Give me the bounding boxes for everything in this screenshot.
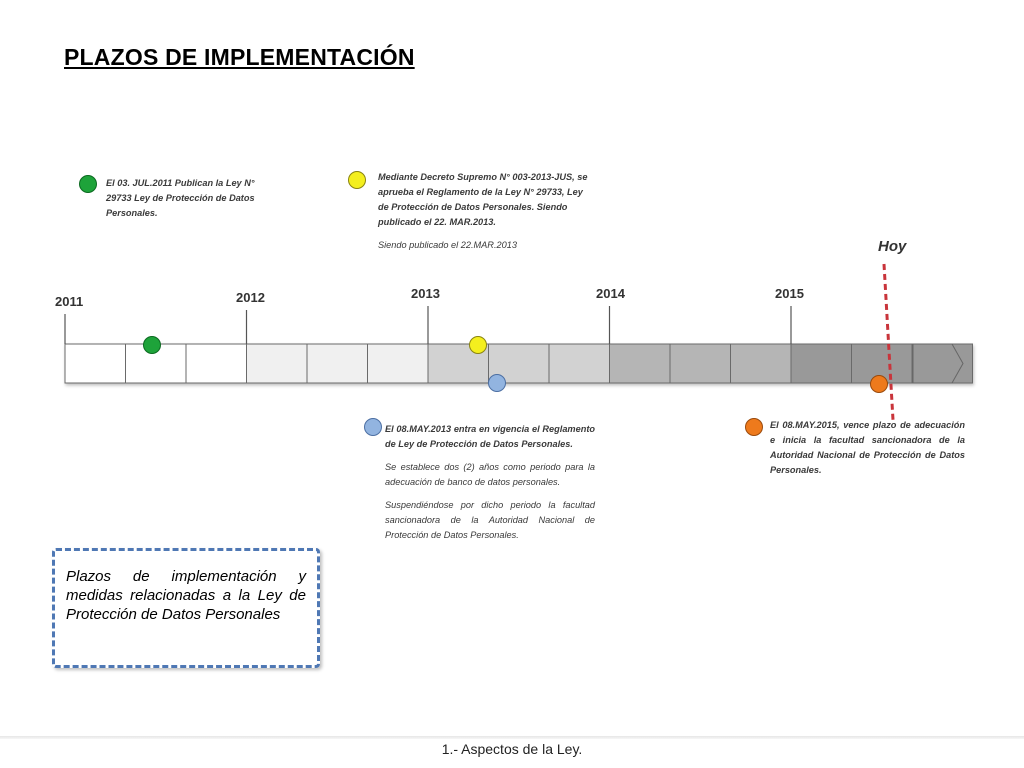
event-note-orange <box>770 418 965 478</box>
slide-footer: 1.- Aspectos de la Ley. <box>441 741 583 757</box>
timeline-segment <box>65 344 126 383</box>
timeline-segment <box>307 344 368 383</box>
timeline-segment <box>368 344 429 383</box>
green-marker-legend <box>79 175 97 193</box>
timeline-bar <box>65 344 973 383</box>
year-label-2013: 2013 <box>411 286 440 301</box>
year-ticks <box>65 306 791 344</box>
event-note-blue <box>385 422 595 543</box>
timeline-arrowhead <box>913 344 963 383</box>
year-label-2015: 2015 <box>775 286 804 301</box>
timeline-segment <box>731 344 792 383</box>
timeline-segment <box>670 344 731 383</box>
event-yellow-sub: Siendo publicado el 22.MAR.2013 <box>378 240 517 250</box>
timeline-segment <box>549 344 610 383</box>
event-blue-text: El 08.MAY.2013 entra en vigencia el Reglamento de Ley de Protección de Datos Personales. <box>385 424 595 449</box>
orange-marker-on-timeline <box>870 375 888 393</box>
timeline-segment <box>247 344 308 383</box>
event-note-yellow <box>378 170 593 253</box>
event-blue-sub2: Suspendiéndose por dicho periodo la facultad sancionadora de la Autoridad Nacional de Protección de Datos Personales. <box>385 500 595 540</box>
blue-marker-on-timeline <box>488 374 506 392</box>
event-yellow-text: Mediante Decreto Supremo N° 003-2013-JUS, se aprueba el Reglamento de la Ley N° 29733, Ley de Protección de Datos Personales. Siendo publicado el 22. MAR.2013. <box>378 172 588 227</box>
yellow-marker-legend <box>348 171 366 189</box>
timeline-segment <box>912 344 973 383</box>
yellow-marker-on-timeline <box>469 336 487 354</box>
year-label-2012: 2012 <box>236 290 265 305</box>
orange-marker-legend <box>745 418 763 436</box>
year-label-2011: 2011 <box>55 294 84 309</box>
timeline-segment <box>791 344 852 383</box>
event-green-text: El 03. JUL.2011 Publican la Ley N° 29733 Ley de Protección de Datos Personales. <box>106 178 255 218</box>
callout-text: Plazos de implementación y medidas relacionadas a la Ley de Protección de Datos Personales <box>66 568 306 623</box>
timeline-segment <box>610 344 671 383</box>
green-marker-on-timeline <box>143 336 161 354</box>
year-label-2014: 2014 <box>596 286 625 301</box>
today-label: Hoy <box>878 238 907 255</box>
event-orange-text: El 08.MAY.2015, vence plazo de adecuación e inicia la facultad sancionadora de la Autoridad Nacional de Protección de Datos Personales. <box>770 420 965 475</box>
footer-divider <box>0 736 1024 739</box>
event-note-green <box>106 176 256 221</box>
timeline-segment <box>186 344 247 383</box>
slide-title: PLAZOS DE IMPLEMENTACIÓN <box>64 44 415 70</box>
today-line <box>884 264 893 420</box>
summary-callout <box>52 548 320 668</box>
event-blue-sub1: Se establece dos (2) años como periodo para la adecuación de banco de datos personales. <box>385 462 595 487</box>
blue-marker-legend <box>364 418 382 436</box>
